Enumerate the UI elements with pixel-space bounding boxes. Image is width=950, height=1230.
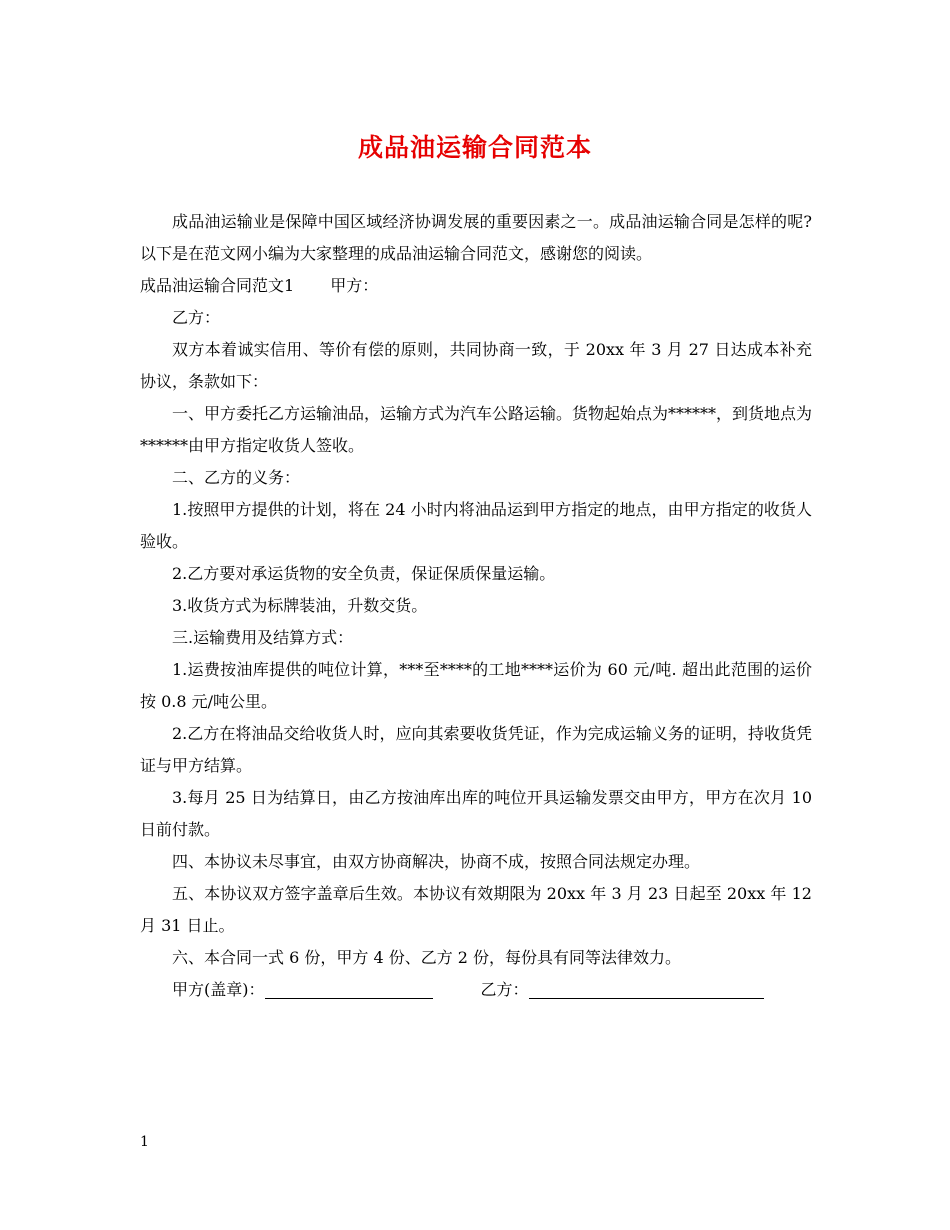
paragraph-clause-4: 四、本协议未尽事宜，由双方协商解决，协商不成，按照合同法规定办理。 [172,852,701,871]
paragraph-clause-3-heading: 三.运输费用及结算方式： [172,628,354,647]
paragraph-clause-2-heading: 二、乙方的义务： [172,468,301,487]
signature-party-a-blank[interactable] [265,980,433,999]
paragraph-clause-6: 六、本合同一式 6 份，甲方 4 份、乙方 2 份，每份具有同等法律效力。 [172,948,682,967]
signature-party-a-label: 甲方(盖章)： [172,980,265,999]
document-title: 成品油运输合同范本 [357,133,592,162]
document-body [140,206,812,1006]
paragraph-clause-3-item-2: 2.乙方在将油品交给收货人时，应向其索要收货凭证，作为完成运输义务的证明，持收货凭证与甲方结算。 [140,724,812,775]
signature-party-b-blank[interactable] [529,980,764,999]
paragraph-clause-3-item-3: 3.每月 25 日为结算日，由乙方按油库出库的吨位开具运输发票交由甲方，甲方在次月 10 日前付款。 [140,788,812,839]
sample-heading-line [140,270,812,302]
paragraph-clause-2-item-3: 3.收货方式为标牌装油，升数交货。 [172,596,428,615]
page-number: 1 [140,1134,149,1150]
signature-line [140,974,812,1006]
intro-paragraph: 成品油运输业是保障中国区域经济协调发展的重要因素之一。成品油运输合同是怎样的呢?以下是在范文网小编为大家整理的成品油运输合同范文，感谢您的阅读。 [140,212,812,263]
paragraph-agreement: 双方本着诚实信用、等价有偿的原则，共同协商一致，于 20xx 年 3 月 27 日达成本补充协议，条款如下： [140,340,812,391]
signature-party-b-label: 乙方： [480,980,529,999]
paragraph-clause-2-item-1: 1.按照甲方提供的计划，将在 24 小时内将油品运到甲方指定的地点，由甲方指定的收货人验收。 [140,500,812,551]
paragraph-clause-1: 一、甲方委托乙方运输油品，运输方式为汽车公路运输。货物起始点为******，到货地点为******由甲方指定收货人签收。 [140,404,813,455]
party-a-label: 甲方： [330,276,379,295]
paragraph-clause-3-item-1: 1.运费按油库提供的吨位计算，***至****的工地****运价为 60 元/吨. 超出此范围的运价按 0.8 元/吨公里。 [140,660,812,711]
sample-heading: 成品油运输合同范文1 [140,276,295,295]
paragraph-clause-5: 五、本协议双方签字盖章后生效。本协议有效期限为 20xx 年 3 月 23 日起至 20xx 年 12 月 31 日止。 [140,884,812,935]
party-b-label: 乙方： [172,308,221,327]
paragraph-clause-2-item-2: 2.乙方要对承运货物的安全负责，保证保质保量运输。 [172,564,556,583]
